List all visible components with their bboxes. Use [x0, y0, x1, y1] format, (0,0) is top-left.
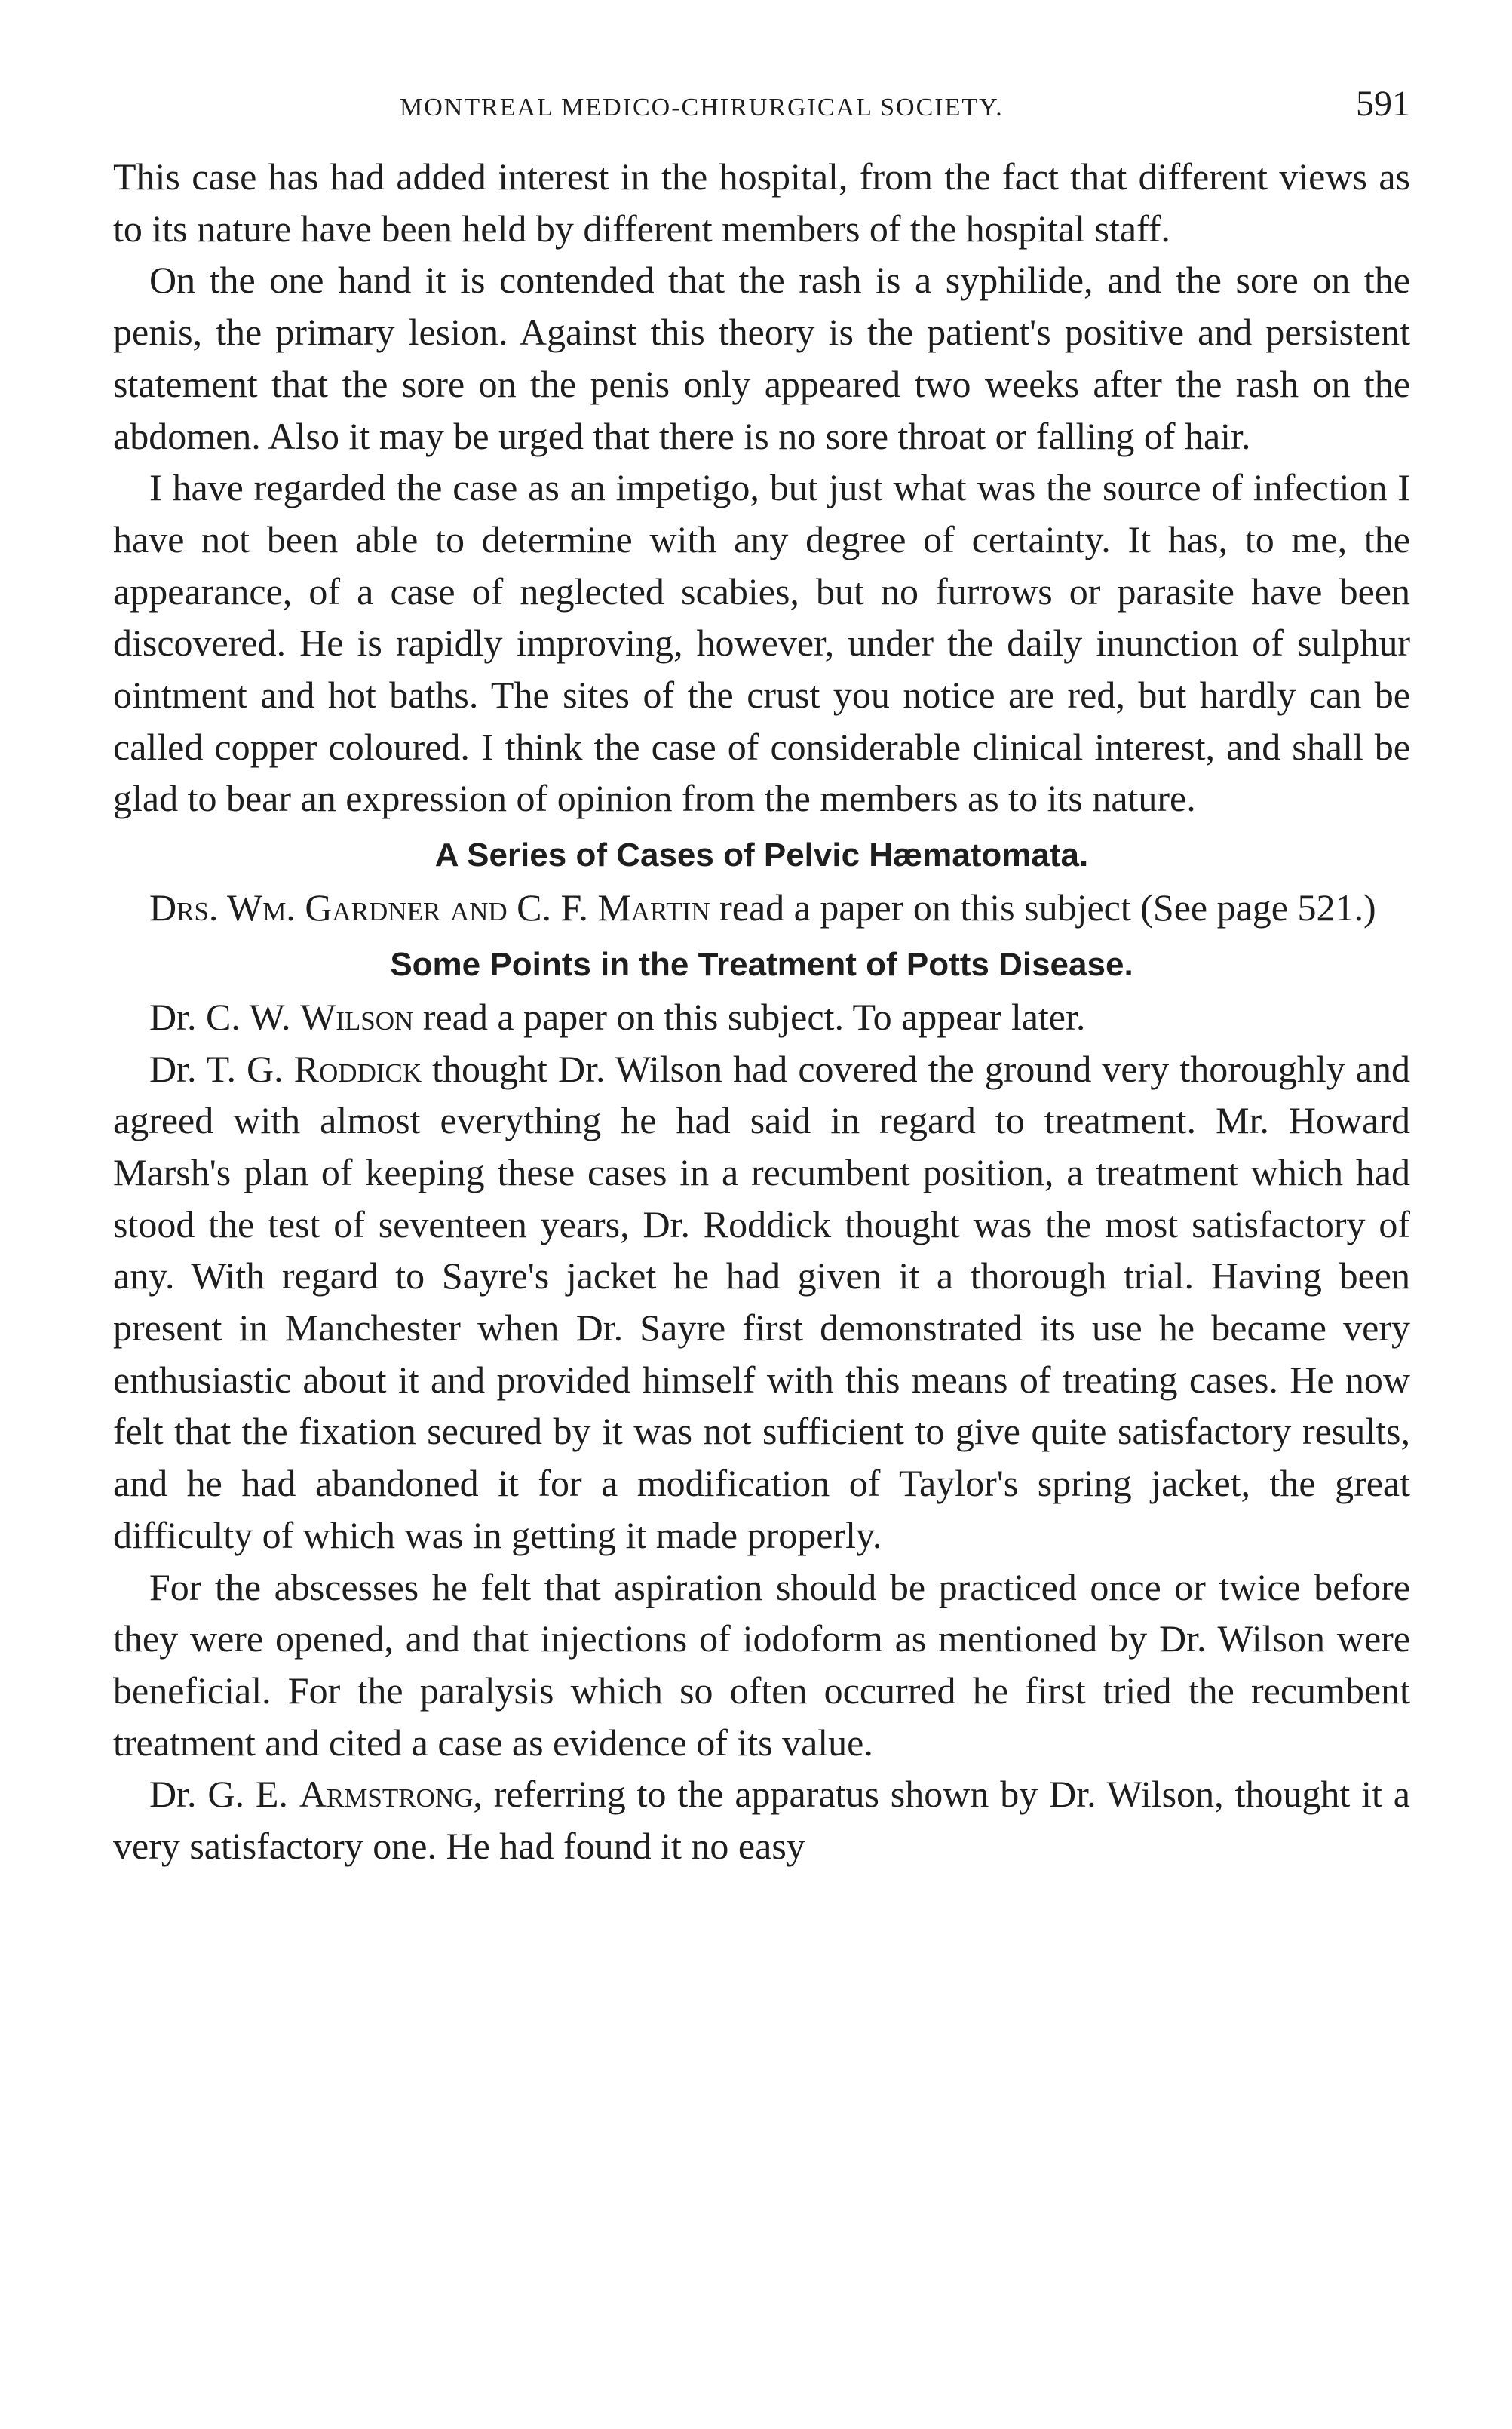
section-heading-pelvic-haematomata: A Series of Cases of Pelvic Hæmatomata.	[434, 837, 1089, 874]
paragraph-roddick-discussion	[113, 1043, 1410, 1562]
paragraph-abscess-treatment: For the abscesses he felt that aspiration should be practiced once or twice before they were opened, and that injections of iodoform as mentioned by Dr. Wilson were beneficial. For the paralysis which so often occurred he first tried the recumbent treatment and cited a case as evidence of its value.	[113, 1565, 1410, 1764]
speaker-name: Wilson	[300, 995, 414, 1038]
speaker-name: Armstrong	[299, 1773, 474, 1816]
paragraph-case-interest: This case has had added interest in the hospital, from the fact that different views as to its nature have been held by different members of the hospital staff.	[113, 155, 1410, 250]
paragraph-text: thought Dr. Wilson had covered the ground very thoroughly and agreed with almost everything he had said in regard to treatment. Mr. Howard Marsh's plan of keeping these cases in a recumbent position, a treatment which had stood the test of seventeen years, Dr. Roddick thought was the most satisfactory of any. With regard to Sayre's jacket he had given it a thorough trial. Having been present in Manchester when Dr. Sayre first demonstrated its use he became very enthusiastic about it and provided himself with this means of treating cases. He now felt that the fixation secured by it was not sufficient to give quite satisfactory results, and he had abandoned it for a modification of Taylor's spring jacket, the great difficulty of which was in getting it made properly.	[113, 1047, 1410, 1556]
author-names: Drs. Wm. Gardner and C. F. Martin	[149, 886, 710, 929]
running-header	[113, 83, 1410, 143]
paragraph-syphilide-theory: On the one hand it is contended that the rash is a syphilide, and the sore on the penis, the primary lesion. Against this theory is the patient's positive and persistent statement that the sore on the penis only appeared two weeks after the rash on the abdomen. Also it may be urged that there is no sore throat or falling of hair.	[113, 259, 1410, 457]
speaker-title: Dr. C. W.	[149, 995, 301, 1038]
paragraph-text: read a paper on this subject (See page 521.)	[710, 886, 1376, 929]
paragraph-impetigo-opinion: I have regarded the case as an impetigo, but just what was the source of infection I have not been able to determine with any degree of certainty. It has, to me, the appearance, of a case of neglected scabies, but no furrows or parasite have been discovered. He is rapidly improving, however, under the daily inunction of sulphur ointment and hot baths. The sites of the crust you notice are red, but hardly can be called copper coloured. I think the case of considerable clinical interest, and shall be glad to bear an expression of opinion from the members as to its nature.	[113, 466, 1410, 820]
speaker-title: Dr. G. E.	[149, 1773, 299, 1816]
paragraph-armstrong-discussion	[113, 1768, 1410, 1872]
speaker-title: Dr. T. G.	[149, 1047, 294, 1090]
paragraph-text: , referring to the apparatus shown by Dr. Wilson, thought it a very satisfactory one. He had found it no easy	[113, 1773, 1410, 1868]
running-title: MONTREAL MEDICO-CHIRURGICAL SOCIETY.	[400, 94, 1004, 121]
paragraph-wilson-paper	[113, 991, 1410, 1043]
paragraph-gardner-martin	[113, 882, 1410, 934]
speaker-name: Roddick	[293, 1047, 422, 1090]
section-heading-potts-disease: Some Points in the Treatment of Potts Disease.	[390, 945, 1133, 983]
paragraph-text: read a paper on this subject. To appear later.	[413, 995, 1086, 1038]
document-page	[113, 83, 1410, 1872]
page-number: 591	[1356, 84, 1410, 124]
